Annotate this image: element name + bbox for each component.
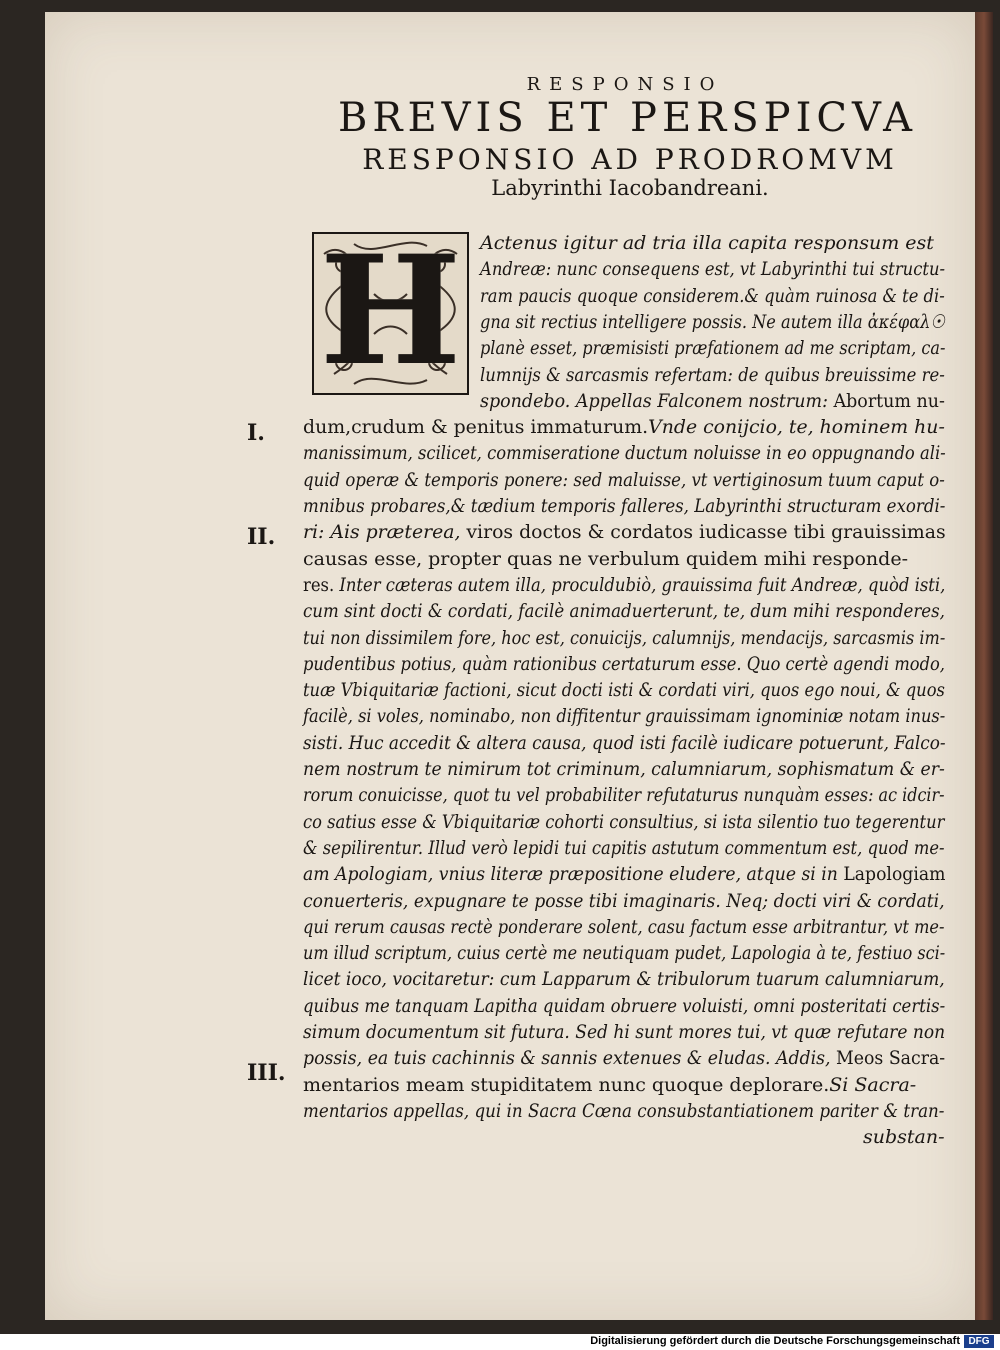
text-line — [303, 861, 945, 887]
text-span: licet ioco, vocitaretur: cum Lapparum & tribulorum tuarum calumniarum, — [303, 968, 945, 991]
text-span: & sepilirentur. Illud verò lepidi tui capitis astutum commentum est, quod me- — [303, 836, 945, 859]
text-line — [303, 993, 945, 1019]
text-line — [480, 362, 945, 388]
text-span: substan- — [863, 1126, 945, 1149]
text-span: simum documentum sit futura. Sed hi sunt mores tui, vt quæ refutare non — [303, 1021, 946, 1043]
margin-number-1: I. — [247, 420, 265, 446]
text-line — [303, 730, 946, 756]
text-line — [480, 335, 945, 361]
text-span: mentarios meam stupiditatem nunc quoque deplorare. — [303, 1073, 830, 1096]
text-line — [303, 809, 944, 835]
running-head: RESPONSIO — [526, 74, 724, 95]
text-span: quibus me tanquam Lapitha quidam obruere voluisti, omni posteritati certis- — [303, 994, 946, 1017]
title-line-2: RESPONSIO AD PRODROMVM — [362, 143, 898, 176]
dfg-logo: DFG — [964, 1335, 994, 1348]
text-line — [303, 1019, 945, 1045]
title-line-1: BREVIS ET PERSPICVA — [337, 95, 918, 141]
text-span: pudentibus potius, quàm rationibus certaturum esse. Quo certè agendi modo, — [303, 652, 945, 675]
page-edge — [975, 12, 993, 1320]
text-line — [303, 835, 945, 861]
text-line — [303, 414, 945, 440]
text-line — [303, 651, 945, 677]
text-line — [303, 914, 944, 940]
text-span: res. — [303, 573, 340, 596]
text-span: Inter cæteras autem illa, proculdubiò, grauissima fuit Andreæ, quòd isti, — [339, 573, 946, 596]
text-line — [303, 598, 945, 624]
margin-number-2: II. — [247, 524, 276, 550]
initial-letter: H — [319, 232, 462, 395]
text-span: conuerteris, expugnare te posse tibi imaginaris. Neq; docti viri & cordati, — [303, 889, 945, 912]
text-line — [480, 230, 934, 256]
text-span: co satius esse & Vbiquitariæ cohorti consultius, si ista silentio tuo tegerentur — [303, 810, 945, 833]
text-span: manissimum, scilicet, commiseratione ductum noluisse in eo oppugnando ali- — [303, 442, 946, 465]
text-span: viros doctos & cordatos iudicasse tibi grauissimas — [466, 521, 946, 544]
text-span: cum sint docti & cordati, facilè animaduerterunt, te, dum mihi responderes, — [303, 600, 945, 623]
text-span: dum,crudum & penitus immaturum. — [303, 416, 649, 439]
text-span: Si Sacra- — [829, 1073, 917, 1096]
text-line — [480, 256, 945, 282]
text-line — [303, 625, 945, 651]
text-line — [303, 493, 945, 519]
text-span: facilè, si voles, nominabo, non diffitentur grauissimam ignominiæ notam inus- — [303, 705, 946, 728]
footer-credit: Digitalisierung gefördert durch die Deutsche Forschungsgemeinschaft — [590, 1335, 960, 1347]
text-span: tuæ Vbiquitariæ factioni, sicut docti isti & cordati viri, quos ego noui, & quos — [303, 679, 945, 702]
text-line — [303, 1098, 944, 1124]
text-span: nem nostrum te nimirum tot criminum, calumniarum, sophismatum & er- — [303, 758, 945, 780]
text-span: am Apologiam, vnius literæ præpositione eludere, atque si in — [303, 863, 844, 886]
text-span: spondebo. Appellas Falconem nostrum: — [480, 389, 834, 412]
margin-number-3: III. — [247, 1060, 286, 1086]
text-span: possis, ea tuis cachinnis & sannis extenues & eludas. Addis, — [303, 1047, 837, 1070]
text-line — [480, 388, 945, 414]
text-line — [303, 519, 946, 545]
decorated-initial — [312, 232, 469, 395]
text-span: sisti. Huc accedit & altera causa, quod isti facilè iudicare potuerunt, Falco- — [303, 731, 946, 754]
text-line — [303, 940, 945, 966]
text-line — [303, 888, 945, 914]
title-line-3: Labyrinthi Iacobandreani. — [491, 176, 769, 200]
text-line — [303, 572, 945, 598]
text-line — [303, 546, 908, 572]
text-line — [303, 1072, 916, 1098]
text-span: qui rerum causas rectè ponderare solent, casu factum esse arbitrantur, vt me- — [303, 915, 945, 938]
text-span: quid operæ & temporis ponere: sed maluisse, vt vertiginosum tuum caput o- — [303, 468, 945, 491]
text-line — [303, 782, 945, 808]
text-line — [863, 1124, 945, 1150]
text-span: Meos Sacra- — [836, 1047, 946, 1070]
text-line — [303, 966, 945, 992]
text-span: tui non dissimilem fore, hoc est, conuicijs, calumnijs, mendacijs, sarcasmis im- — [303, 626, 946, 649]
text-span: Vnde conijcio, te, hominem hu- — [648, 416, 945, 439]
text-span: Andreæ: nunc consequens est, vt Labyrinthi tui structu- — [480, 258, 946, 281]
text-span: ri: Ais præterea, — [303, 521, 467, 544]
text-span: ram paucis quoque considerem.& quàm ruinosa & te di- — [480, 284, 945, 307]
text-span: mnibus probares,& tædium temporis falleres, Labyrinthi structuram exordi- — [303, 495, 946, 517]
text-span: Actenus igitur ad tria illa capita responsum est — [480, 232, 934, 254]
text-span: lumnijs & sarcasmis refertam: de quibus breuissime re- — [480, 363, 945, 386]
text-span: um illud scriptum, cuius certè me neutiquam pudet, Lapologia à te, festiuo sci- — [303, 942, 946, 965]
text-line — [303, 440, 946, 466]
text-line — [303, 1045, 945, 1071]
text-span: gna sit rectius intelligere possis. Ne autem illa ἀκέφαλ☉ — [480, 310, 945, 333]
text-line — [303, 467, 945, 493]
text-line — [303, 677, 945, 703]
text-line — [303, 703, 945, 729]
text-line — [480, 283, 945, 309]
text-span: rorum conuicisse, quot tu vel probabiliter refutaturus nunquàm esses: ac idcir- — [303, 784, 945, 807]
text-span: causas esse, propter quas ne verbulum quidem mihi responde- — [303, 547, 908, 570]
text-span: Lapologiam — [843, 863, 946, 886]
text-line — [303, 756, 945, 782]
text-span: Abortum nu- — [833, 389, 945, 412]
text-line — [480, 309, 945, 335]
text-span: mentarios appellas, qui in Sacra Cœna consubstantiationem pariter & tran- — [303, 1099, 945, 1122]
text-span: planè esset, præmisisti præfationem ad me scriptam, ca- — [480, 337, 946, 360]
